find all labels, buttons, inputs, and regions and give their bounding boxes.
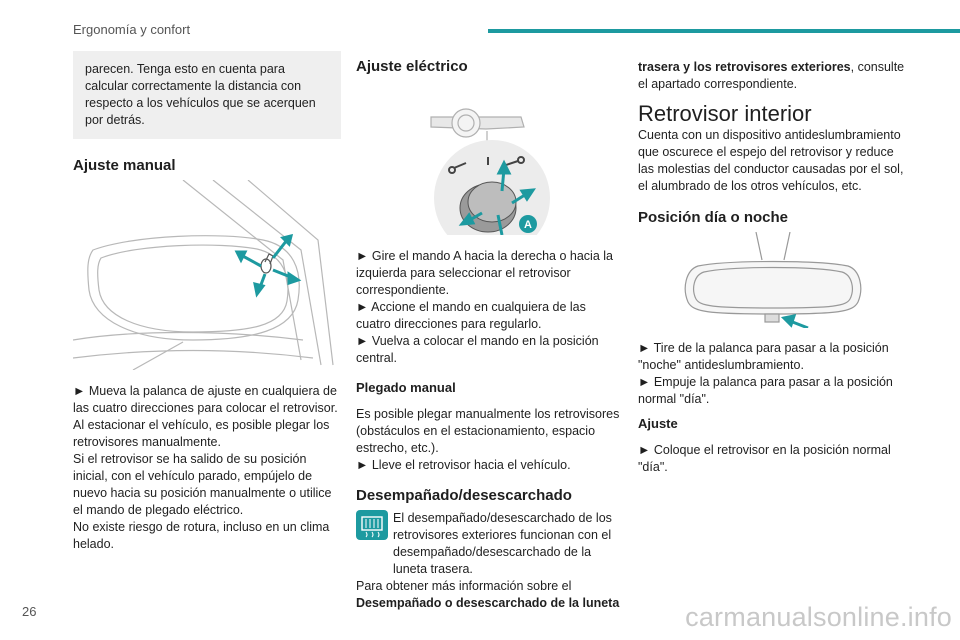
- column-1: [73, 50, 341, 553]
- defrost-link-bold: Desempañado o desescarchado de la luneta: [356, 596, 620, 610]
- continued-bold: trasera y los retrovisores exteriores: [638, 60, 851, 74]
- paragraph: ► Lleve el retrovisor hacia el vehículo.: [356, 458, 571, 472]
- paragraph: Es posible plegar manualmente los retrovisores (obstáculos en el estacionamiento, espacio estrecho, etc.).: [356, 407, 620, 455]
- callout-a: A: [524, 219, 532, 231]
- electric-adjust-heading: Ajuste eléctrico: [356, 58, 468, 75]
- note-box: [73, 51, 341, 139]
- paragraph: ► Vuelva a colocar el mando en la posición central.: [356, 334, 599, 365]
- defrost-heading: Desempañado/desescarchado: [356, 487, 572, 504]
- defrost-more: Para obtener más información sobre el: [356, 579, 572, 593]
- interior-mirror-text: Cuenta con un dispositivo antideslumbramiento que oscurece el espejo del retrovisor y reduce las molestias del conductor causadas por el sol, el alumbrado de los otros vehículos, etc.: [638, 128, 904, 193]
- paragraph: ► Empuje la palanca para pasar a la posición normal "día".: [638, 375, 893, 406]
- continued-rest: , consulte el apartado correspondiente.: [638, 60, 905, 91]
- note-text: parecen. Tenga esto en cuenta para calcular correctamente la distancia con respecto a los vehículos que se acerquen por detrás.: [85, 62, 316, 127]
- paragraph: Si el retrovisor se ha salido de su posición inicial, con el vehículo parado, empújelo de nuevo hacia su posición manualmente o utilice el mando de plegado eléctrico.: [73, 452, 332, 517]
- manual-mirror-illustration: [73, 180, 341, 370]
- paragraph: Al estacionar el vehículo, es posible plegar los retrovisores manualmente.: [73, 418, 330, 449]
- defrost-row: [356, 510, 622, 578]
- column-2: [356, 50, 622, 612]
- paragraph: ► Mueva la palanca de ajuste en cualquiera de las cuatro direcciones para colocar el retrovisor.: [73, 384, 338, 415]
- adjust-text: ► Coloque el retrovisor en la posición normal "día".: [638, 443, 891, 474]
- paragraph: ► Tire de la palanca para pasar a la posición "noche" antideslumbramiento.: [638, 341, 889, 372]
- defrost-text: El desempañado/desescarchado de los retrovisores exteriores funcionan con el desempañado/desescarchado de la luneta trasera.: [393, 511, 612, 576]
- electric-adjust-text: [356, 248, 622, 367]
- manual-adjust-heading: Ajuste manual: [73, 157, 176, 174]
- watermark: carmanualsonline.info: [685, 602, 952, 632]
- day-night-heading: Posición día o noche: [638, 209, 789, 226]
- interior-mirror-illustration: [638, 232, 908, 328]
- page-number: 26: [22, 604, 37, 619]
- manual-adjust-text: [73, 383, 341, 553]
- day-night-text: [638, 340, 908, 408]
- folding-heading: Plegado manual: [356, 380, 456, 395]
- header-title: Ergonomía y confort: [73, 22, 191, 37]
- interior-mirror-heading: Retrovisor interior: [638, 101, 812, 126]
- adjust-heading: Ajuste: [638, 416, 678, 431]
- header-accent-bar: [488, 29, 960, 33]
- folding-text: [356, 406, 622, 474]
- paragraph: ► Accione el mando en cualquiera de las cuatro direcciones para regularlo.: [356, 300, 586, 331]
- paragraph: ► Gire el mando A hacia la derecha o hacia la izquierda para seleccionar el retrovisor correspondiente.: [356, 249, 613, 297]
- electric-control-illustration: [356, 83, 622, 235]
- column-3: [638, 50, 908, 476]
- paragraph: No existe riesgo de rotura, incluso en un clima helado.: [73, 520, 330, 551]
- defrost-icon: [356, 510, 388, 540]
- continued-text: [638, 59, 908, 93]
